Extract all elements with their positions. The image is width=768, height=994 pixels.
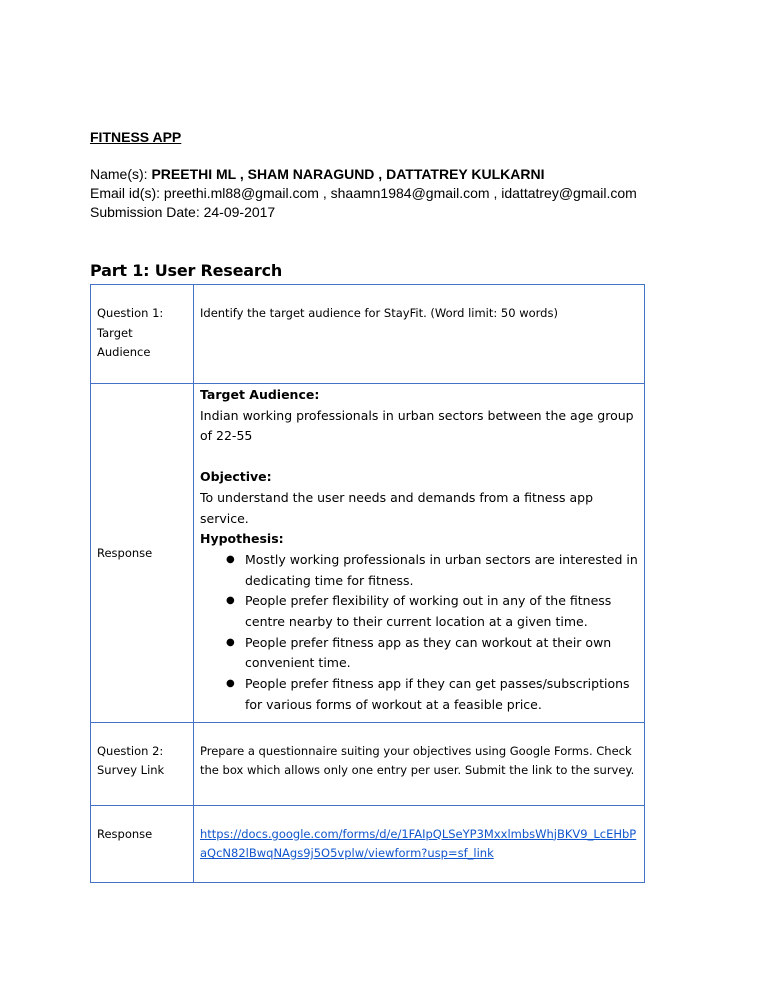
hypothesis-text: People prefer fitness app if they can get passes/subscriptions for various forms of workout at a feasible price.: [245, 676, 630, 712]
target-audience-heading: Target Audience:: [200, 387, 320, 402]
bullet-icon: ●: [226, 553, 235, 565]
q1-label-line3: Audience: [97, 345, 151, 359]
names-line: [90, 165, 545, 183]
survey-link[interactable]: https://docs.google.com/forms/d/e/1FAIpQLSeYP3MxxlmbsWhjBKV9_LcEHbPaQcN82lBwqNAgs9j5O5vplw/viewform?usp=sf_link: [194, 805, 645, 882]
hypothesis-item: [200, 550, 638, 591]
bullet-icon: ●: [226, 678, 235, 690]
submission-date: Submission Date: 24-09-2017: [90, 204, 276, 220]
hypothesis-item: [200, 674, 638, 715]
q1-label-line1: Question 1:: [97, 306, 164, 320]
names-label: Name(s):: [90, 166, 152, 182]
email-label: Email id(s):: [90, 185, 164, 201]
hypothesis-list: [200, 550, 638, 716]
email-line: [90, 184, 637, 202]
bullet-icon: ●: [226, 595, 235, 607]
response-1-row: [91, 384, 645, 723]
hypothesis-text: Mostly working professionals in urban sectors are interested in dedicating time for fitness.: [245, 551, 638, 588]
hypothesis-item: [200, 591, 638, 632]
question-1-label: [91, 285, 194, 384]
hypothesis-text: People prefer flexibility of working out in any of the fitness centre nearby to their current location at a given time.: [245, 593, 612, 630]
question-2-row: [91, 722, 645, 805]
response-1-content: [194, 384, 645, 723]
bullet-icon: ●: [226, 636, 235, 648]
email-value: preethi.ml88@gmail.com , shaamn1984@gmail.com , idattatrey@gmail.com: [163, 185, 637, 201]
response-2-row: [91, 805, 645, 882]
hypothesis-heading: Hypothesis:: [200, 531, 284, 547]
question-2-text: Prepare a questionnaire suiting your objectives using Google Forms. Check the box which allows only one entry per user. Submit the link to the survey.: [194, 722, 645, 805]
question-2-label: [91, 722, 194, 805]
response-2-label: Response: [91, 805, 194, 882]
question-1-row: [91, 285, 645, 384]
target-audience-text: Indian working professionals in urban sectors between the age group of 22-55: [200, 407, 634, 444]
response-1-label: Response: [91, 384, 194, 723]
objective-heading: Objective:: [200, 469, 272, 485]
objective-text: To understand the user needs and demands from a fitness app service.: [200, 489, 593, 526]
hypothesis-text: People prefer fitness app as they can workout at their own convenient time.: [245, 634, 612, 671]
names-value: PREETHI ML , SHAM NARAGUND , DATTATREY KULKARNI: [151, 166, 545, 182]
q1-label-line2: Target: [97, 325, 133, 340]
q2-label-line2: Survey Link: [97, 763, 165, 778]
question-1-text: Identify the target audience for StayFit. (Word limit: 50 words): [194, 285, 645, 384]
hypothesis-item: [200, 633, 638, 674]
section-title: Part 1: User Research: [90, 261, 283, 280]
q2-label-line1: Question 2:: [97, 743, 164, 758]
user-research-table: [90, 284, 645, 883]
document-title: FITNESS APP: [90, 129, 182, 145]
